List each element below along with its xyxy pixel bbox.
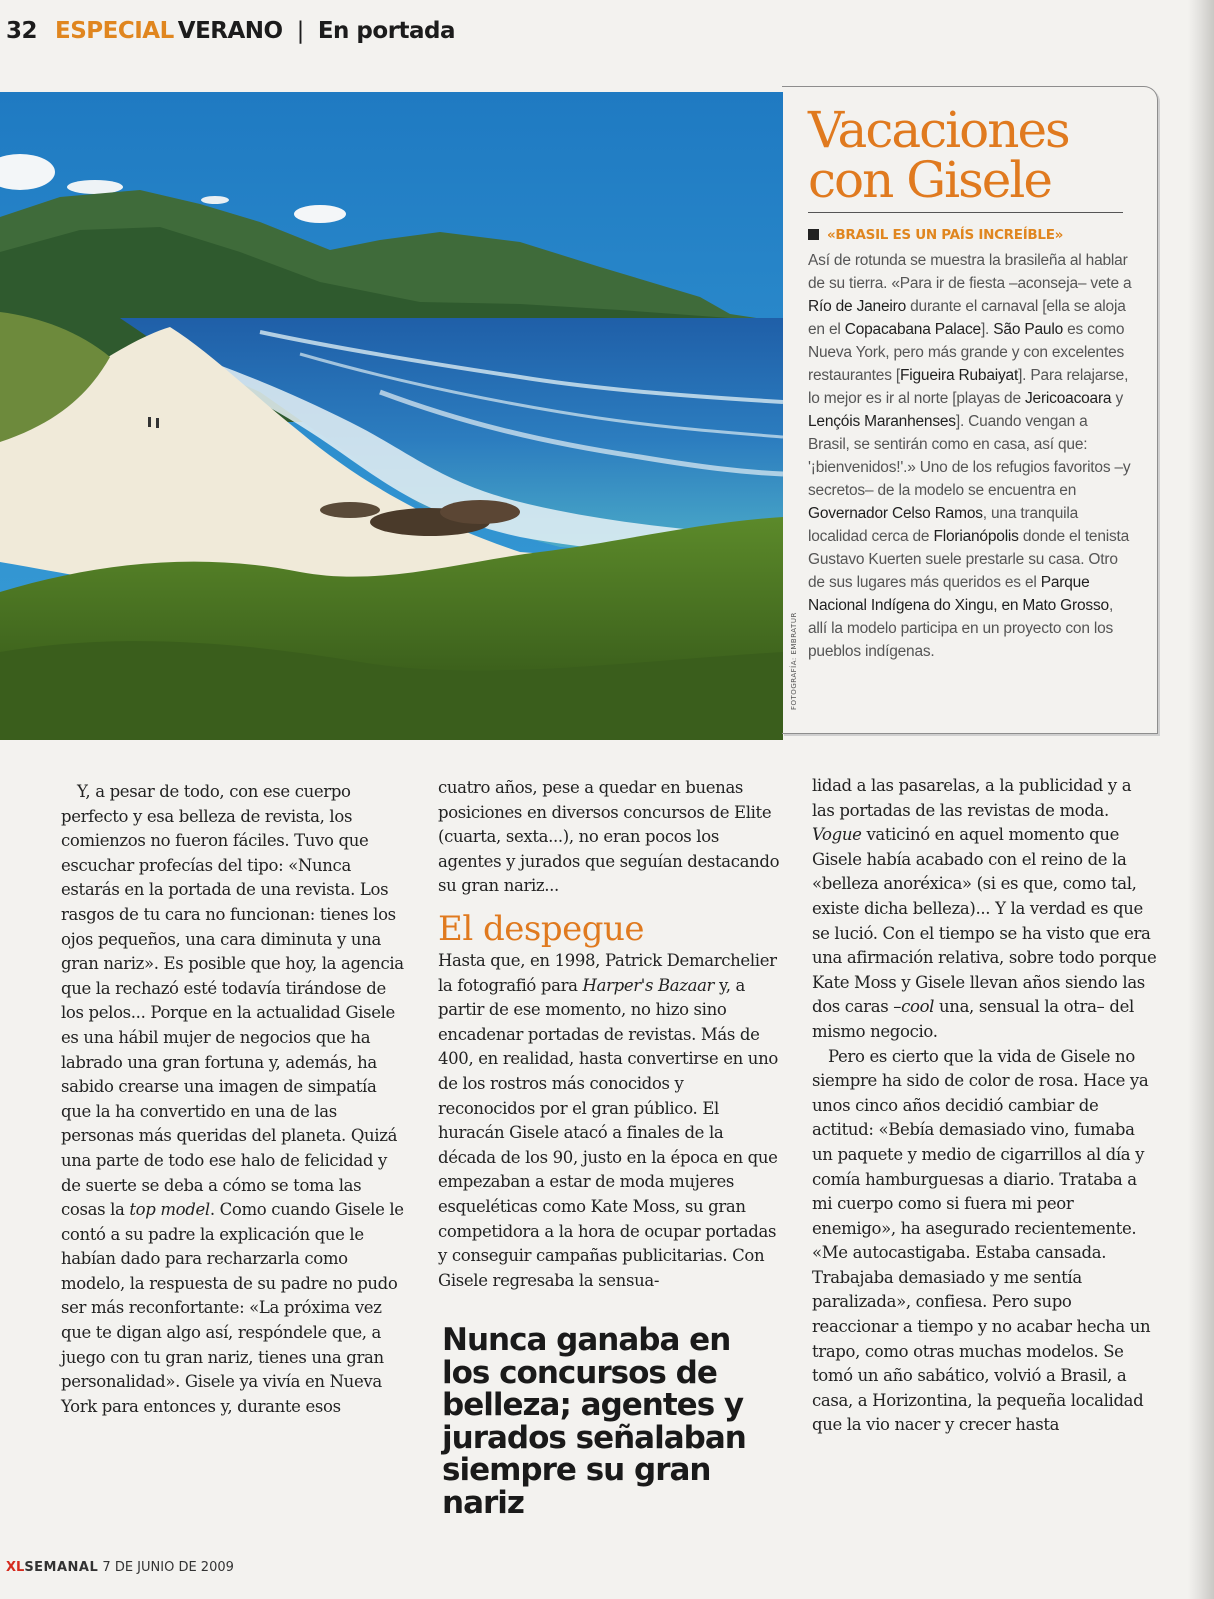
sidebar-body xyxy=(808,249,1133,663)
text-run: ]. Cuando vengan a Brasil, se sentirán como en casa, así que: '¡bienvenidos!'.» Uno de los refugios favoritos –y secretos– de la modelo se encuentra en xyxy=(808,413,1131,499)
bold-text-run: Governador Celso Ramos xyxy=(808,505,983,522)
italic-text-run: Harper's Bazaar xyxy=(582,975,715,995)
sidebar-kicker xyxy=(808,227,1063,243)
sidebar-kicker-text: «BRASIL ES UN PAÍS INCREÍBLE» xyxy=(827,227,1064,243)
text-run: , allí la modelo participa en un proyecto con los pueblos indígenas. xyxy=(808,597,1114,660)
bold-text-run: Copacabana Palace xyxy=(844,321,981,338)
text-run: . Como cuando Gisele le contó a su padre la explicación que le habían dado para recharzarla como modelo, la respuesta de su padre no pudo ser más reconfortante: «La próxima vez que te digan algo así, respóndele que, a juego con tu gran nariz, tienes una gran personalidad». Gisele ya vivía en Nueva York para entonces y, durante esos xyxy=(61,1200,404,1416)
bold-text-run: Río de Janeiro xyxy=(808,298,907,315)
text-run: Hasta que, en 1998, Patrick Demarchelier la fotografió para xyxy=(438,950,777,995)
article-paragraph xyxy=(438,949,783,1293)
bold-text-run: Jericoacoara xyxy=(1025,390,1112,407)
photo-credit: FOTOGRAFÍA: EMBRATUR xyxy=(790,612,798,710)
text-run: y, a partir de ese momento, no hizo sino encadenar portadas de revistas. Más de 400, en realidad, hasta convertirse en uno de los rostros más conocidos y reconocidos por el gran público. El huracán Gisele atacó a finales de la década de los 90, justo en la época en que empezaban a estar de moda mujeres esqueléticas como Kate Moss, su gran competidora a la hora de ocupar portadas y conseguir campañas publicitarias. Con Gisele regresaba la sensua- xyxy=(438,975,778,1290)
beach-landscape-photo xyxy=(0,92,783,740)
brand-xl: XL xyxy=(6,1560,25,1575)
section-accent: ESPECIAL xyxy=(55,18,174,44)
text-run: vaticinó en aquel momento que Gisele había acabado con el reino de la «belleza anoréxica» (si es que, como tal, existe dicha belleza)... Y la verdad es que se lució. Con el tiempo se ha visto que era una afirmación relativa, sobre todo porque Kate Moss y Gisele llevan años siendo las dos caras – xyxy=(812,825,1157,1017)
sidebar-title xyxy=(808,101,1108,209)
bullet-square-icon xyxy=(808,229,819,240)
italic-text-run: Vogue xyxy=(812,825,862,845)
subsection-label: En portada xyxy=(317,18,456,44)
sidebar-title-line2: con Gisele xyxy=(808,151,1051,209)
text-run: ]. xyxy=(980,321,994,338)
header-separator: | xyxy=(296,18,304,44)
issue-date: 7 DE JUNIO DE 2009 xyxy=(102,1560,234,1575)
text-run: Y, a pesar de todo, con ese cuerpo perfecto y esa belleza de revista, los comienzos no fueron fáciles. Tuvo que escuchar profecías del tipo: «Nunca estarás en la portada de una revista. Los rasgos de tu cara no funcionan: tienes los ojos pequeños, una cara diminuta y una gran nariz». Es posible que hoy, la agencia que la rechazó esté todavía tirándose de los pelos... Porque en la actualidad Gisele es una hábil mujer de negocios que ha labrado una gran fortuna y, además, ha sabido crearse una imagen de simpatía que la ha convertido en una de las personas más queridas del planeta. Quizá una parte de todo ese halo de felicidad y de suerte se deba a cómo se toma las cosas la xyxy=(61,782,404,1220)
text-run: es como Nueva York, pero más grande y con excelentes restaurantes [ xyxy=(808,321,1125,384)
article-paragraph: Pero es cierto que la vida de Gisele no siempre ha sido de color de rosa. Hace ya unos cinco años decidió cambiar de actitud: «Bebía demasiado vino, fumaba un paquete y medio de cigarrillos al día y comía hamburguesas a diario. Trataba a mi cuerpo como si fuera mi peor enemigo», ha asegurado recientemente. «Me autocastigaba. Estaba cansada. Trabajaba demasiado y me sentía paralizada», confiesa. Pero supo reaccionar a tiempo y no acabar hecha un trapo, como otras muchas modelos. Se tomó un año sabático, volvió a Brasil, a casa, a Horizontina, la pequeña localidad que la vio nacer y crecer hasta xyxy=(812,1046,1151,1435)
article-paragraph: cuatro años, pese a quedar en buenas posiciones en diversos concursos de Elite (cuarta, sexta...), no eran pocos los agentes y jurados que seguían destacando su gran nariz... xyxy=(438,778,780,896)
page-edge xyxy=(1188,0,1214,1599)
sidebar-rule xyxy=(808,212,1123,213)
text-run: , una tranquila localidad cerca de xyxy=(808,505,1079,545)
bold-text-run: Parque Nacional Indígena do Xingu, en Mato Grosso xyxy=(808,574,1109,614)
bold-text-run: Florianópolis xyxy=(933,528,1019,545)
text-run: Así de rotunda se muestra la brasileña al hablar de su tierra. «Para ir de fiesta –aconseja– vete a xyxy=(808,252,1132,292)
article-column-1 xyxy=(61,780,406,1419)
brand-semanal: SEMANAL xyxy=(24,1560,99,1575)
italic-text-run: cool xyxy=(901,997,935,1017)
article-paragraph xyxy=(61,780,406,1419)
page-header xyxy=(6,14,455,48)
text-run: una, sensual la otra– del mismo negocio. xyxy=(812,997,1134,1041)
bold-text-run: São Paulo xyxy=(993,321,1063,338)
text-run: durante el carnaval [ella se aloja en el xyxy=(808,298,1126,338)
pull-quote: Nunca ganaba en los concursos de belleza; agentes y jurados señalaban siempre su gran nariz xyxy=(442,1322,746,1521)
article-column-2 xyxy=(438,776,783,1293)
italic-text-run: top model xyxy=(129,1200,210,1220)
bold-text-run: Figueira Rubaiyat xyxy=(899,367,1019,384)
text-run: ]. Para relajarse, lo mejor es ir al norte [playas de xyxy=(808,367,1129,407)
bold-text-run: Lençóis Maranhenses xyxy=(808,413,956,430)
page-footer xyxy=(6,1560,234,1575)
text-run: lidad a las pasarelas, a la publicidad y a las portadas de las revistas de moda. xyxy=(812,776,1132,820)
article-paragraph xyxy=(812,774,1157,1045)
section-main: VERANO xyxy=(177,18,283,44)
page-number: 32 xyxy=(6,18,38,44)
section-subhead: El despegue xyxy=(438,908,645,949)
article-column-3 xyxy=(812,774,1157,1438)
sidebar-title-line1: Vacaciones xyxy=(808,101,1069,159)
text-run: donde el tenista Gustavo Kuerten suele prestarle su casa. Otro de sus lugares más queridos es el xyxy=(808,528,1130,591)
text-run: y xyxy=(1111,390,1124,407)
